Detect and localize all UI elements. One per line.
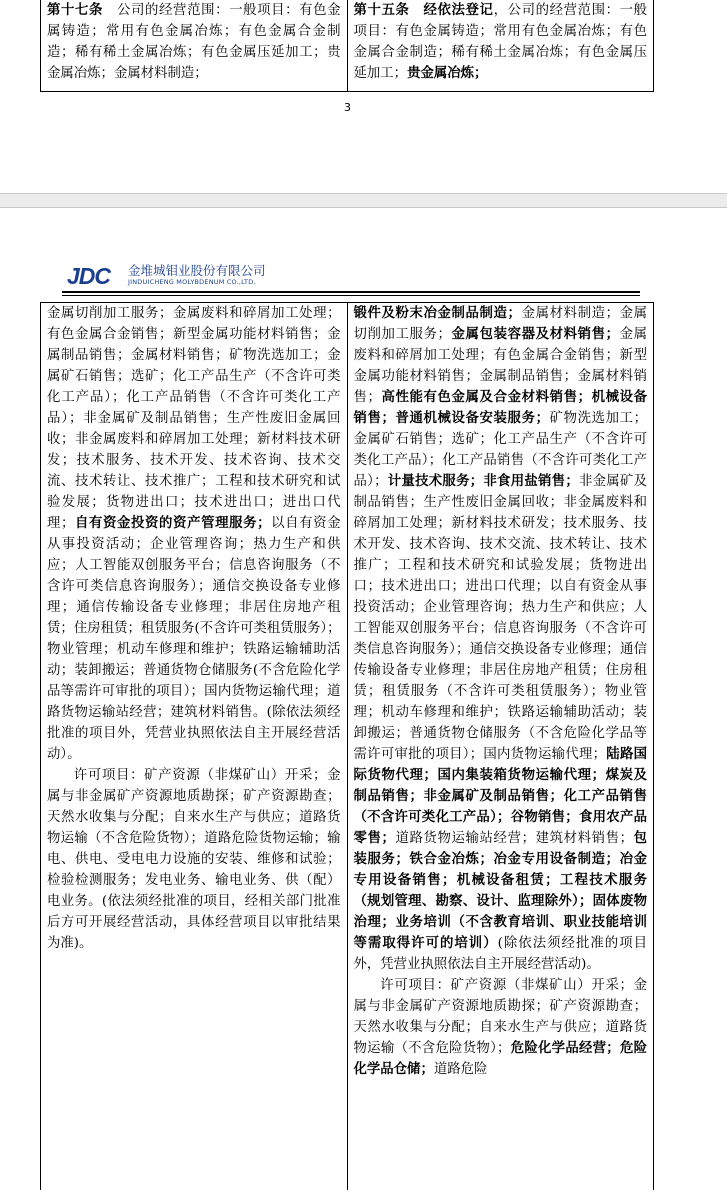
original-scope-cell: [41, 303, 348, 1190]
revised-scope-segment: 矿物洗选加工；金属矿石销售；选矿；化工产品生产（不含许可类化工产品）；化工产品销售（不含许可类化工产品）；: [353, 411, 648, 489]
revised-article-segment: ，公司的经营范围：一般项目：有色金属铸造；常用有色金属冶炼；有色金属合金制造；稀有稀土金属冶炼；有色金属压延加工；: [353, 3, 648, 81]
revised-scope-cell: [347, 303, 654, 1190]
revised-scope-bold-segment: 危险化学品经营；危险化学品仓储；: [353, 1040, 647, 1077]
header-rule-thin: [62, 295, 640, 296]
revised-scope-text: [354, 303, 648, 1080]
revised-scope-paragraph: [354, 975, 648, 1080]
revised-scope-segment: (除依法须经批准的项目外，凭营业执照依法自主开展经营活动)。: [353, 936, 647, 972]
page-3: [0, 0, 727, 193]
revised-scope-bold-segment: 锻件及粉末冶金制品制造；: [353, 305, 521, 321]
revised-scope-segment: 金属废料和碎屑加工处理；有色金属合金销售；新型金属功能材料销售；金属制品销售；金属材料销售；: [353, 327, 648, 405]
jdc-logo-mark: JDC: [67, 263, 111, 289]
revised-scope-bold-segment: 金属包装容器及材料销售；: [450, 326, 620, 342]
original-article-cell: [41, 0, 348, 92]
revised-article-cell: [347, 0, 654, 92]
revised-article-bold-segment: 贵金属冶炼；: [407, 65, 488, 81]
revised-article-bold-segment: 第十五条 经依法登记: [353, 2, 494, 18]
revised-scope-segment: 道路危险: [433, 1062, 488, 1077]
revised-scope-bold-segment: 高性能有色金属及合金材料销售；机械设备销售；普通机械设备安装服务；: [353, 389, 648, 426]
original-scope-text: [47, 303, 341, 954]
comparison-table-p3: [40, 0, 654, 92]
original-scope-paragraph: [47, 765, 341, 954]
revised-scope-segment: 金属材料制造；金属切削加工服务；: [353, 306, 648, 342]
original-scope-bold-segment: 自有资金投资的资产管理服务；: [74, 515, 271, 531]
revised-scope-bold-segment: 包装服务；铁合金冶炼；冶金专用设备制造；冶金专用设备销售；机械设备租赁；工程技术服务（规划管理、勘察、设计、监理除外）；固体废物治理；业务培训（不含教育培训、职业技能培训等需取得许可的培训）: [353, 830, 648, 951]
revised-scope-segment: 道路货物运输站经营；建筑材料销售；: [394, 831, 633, 846]
original-article-bold-segment: 第十七条: [47, 2, 104, 18]
original-scope-segment: 金属切削加工服务；金属废料和碎屑加工处理；有色金属合金销售；新型金属功能材料销售；金属制品销售；金属材料销售；矿物洗选加工；金属矿石销售；选矿；化工产品生产（不含许可类化工产品）；化工产品销售（不含许可类化工产品）；非金属矿及制品销售；生产性废旧金属回收；非金属废料和碎屑加工处理；新材料技术研发；技术服务、技术开发、技术咨询、技术交流、技术转让、技术推广；工程和技术研究和试验发展；货物进出口；技术进出口；进出口代理；: [47, 306, 341, 531]
revised-scope-segment: 非金属矿及制品销售；生产性废旧金属回收；非金属废料和碎屑加工处理；新材料技术研发；技术服务、技术开发、技术咨询、技术交流、技术转让、技术推广；工程和技术研究和试验发展；货物进出口；技术进出口；进出口代理；以自有资金从事投资活动；企业管理咨询；热力生产和供应；人工智能双创服务平台；信息咨询服务（不含许可类信息咨询服务）；通信交换设备专业修理；通信传输设备专业修理；非居住房地产租赁；住房租赁；租赁服务（不含许可类租赁服务）；物业管理；机动车修理和维护；铁路运输辅助活动；装卸搬运；普通货物仓储服务（不含危险化学品等需许可审批的项目）；国内货物运输代理；: [353, 474, 648, 762]
page-4: [0, 208, 727, 1190]
company-name-en: JINDUICHENG MOLYBDENUM CO.,LTD.: [128, 278, 256, 286]
revised-article-text: [354, 0, 648, 84]
original-article-segment: 公司的经营范围：一般项目：有色金属铸造；常用有色金属冶炼；有色金属合金制造；稀有稀土金属冶炼；有色金属压延加工；贵金属冶炼；金属材料制造；: [47, 3, 341, 81]
revised-scope-bold-segment: 陆路国际货物代理；国内集装箱货物运输代理；煤炭及制品销售；非金属矿及制品销售；化工产品销售（不含许可类化工产品）；谷物销售；食用农产品零售；: [353, 746, 647, 846]
header-rule: [62, 291, 640, 293]
company-name-cn: 金堆城钼业股份有限公司: [128, 263, 266, 278]
original-scope-segment: 以自有资金从事投资活动；企业管理咨询；热力生产和供应；人工智能双创服务平台；信息咨询服务（不含许可类信息咨询服务）；通信交换设备专业修理；通信传输设备专业修理；非居住房地产租赁；住房租赁；租赁服务(不含许可类租赁服务）；物业管理；机动车修理和维护；铁路运输辅助活动；装卸搬运；普通货物仓储服务(不含危险化学品等需许可审批的项目）；国内货物运输代理；道路货物运输站经营；建筑材料销售。(除依法须经批准的项目外，凭营业执照依法自主开展经营活动）。: [47, 516, 341, 762]
page-gap: [0, 193, 727, 208]
comparison-table-p4: [40, 302, 654, 1190]
revised-scope-segment: 许可项目：矿产资源（非煤矿山）开采；金属与非金属矿产资源地质勘探；矿产资源勘查；天然水收集与分配；自来水生产与供应；道路货物运输（不含危险货物）；: [353, 978, 647, 1056]
original-scope-segment: 许可项目：矿产资源（非煤矿山）开采；金属与非金属矿产资源地质勘探；矿产资源勘查；天然水收集与分配；自来水生产与供应；道路货物运输（不含危险货物）；道路危险货物运输；输电、供电、受电电力设施的安装、维修和试验；检验检测服务；发电业务、输电业务、供（配）电业务。(依法须经批准的项目，经相关部门批准后方可开展经营活动，具体经营项目以审批结果为准)。: [47, 768, 341, 951]
page-number: 3: [344, 101, 351, 114]
original-article-text: [47, 0, 341, 84]
revised-scope-bold-segment: 计量技术服务；非食用盐销售；: [387, 473, 579, 489]
original-scope-paragraph: [47, 303, 341, 765]
revised-scope-paragraph: [354, 303, 648, 975]
